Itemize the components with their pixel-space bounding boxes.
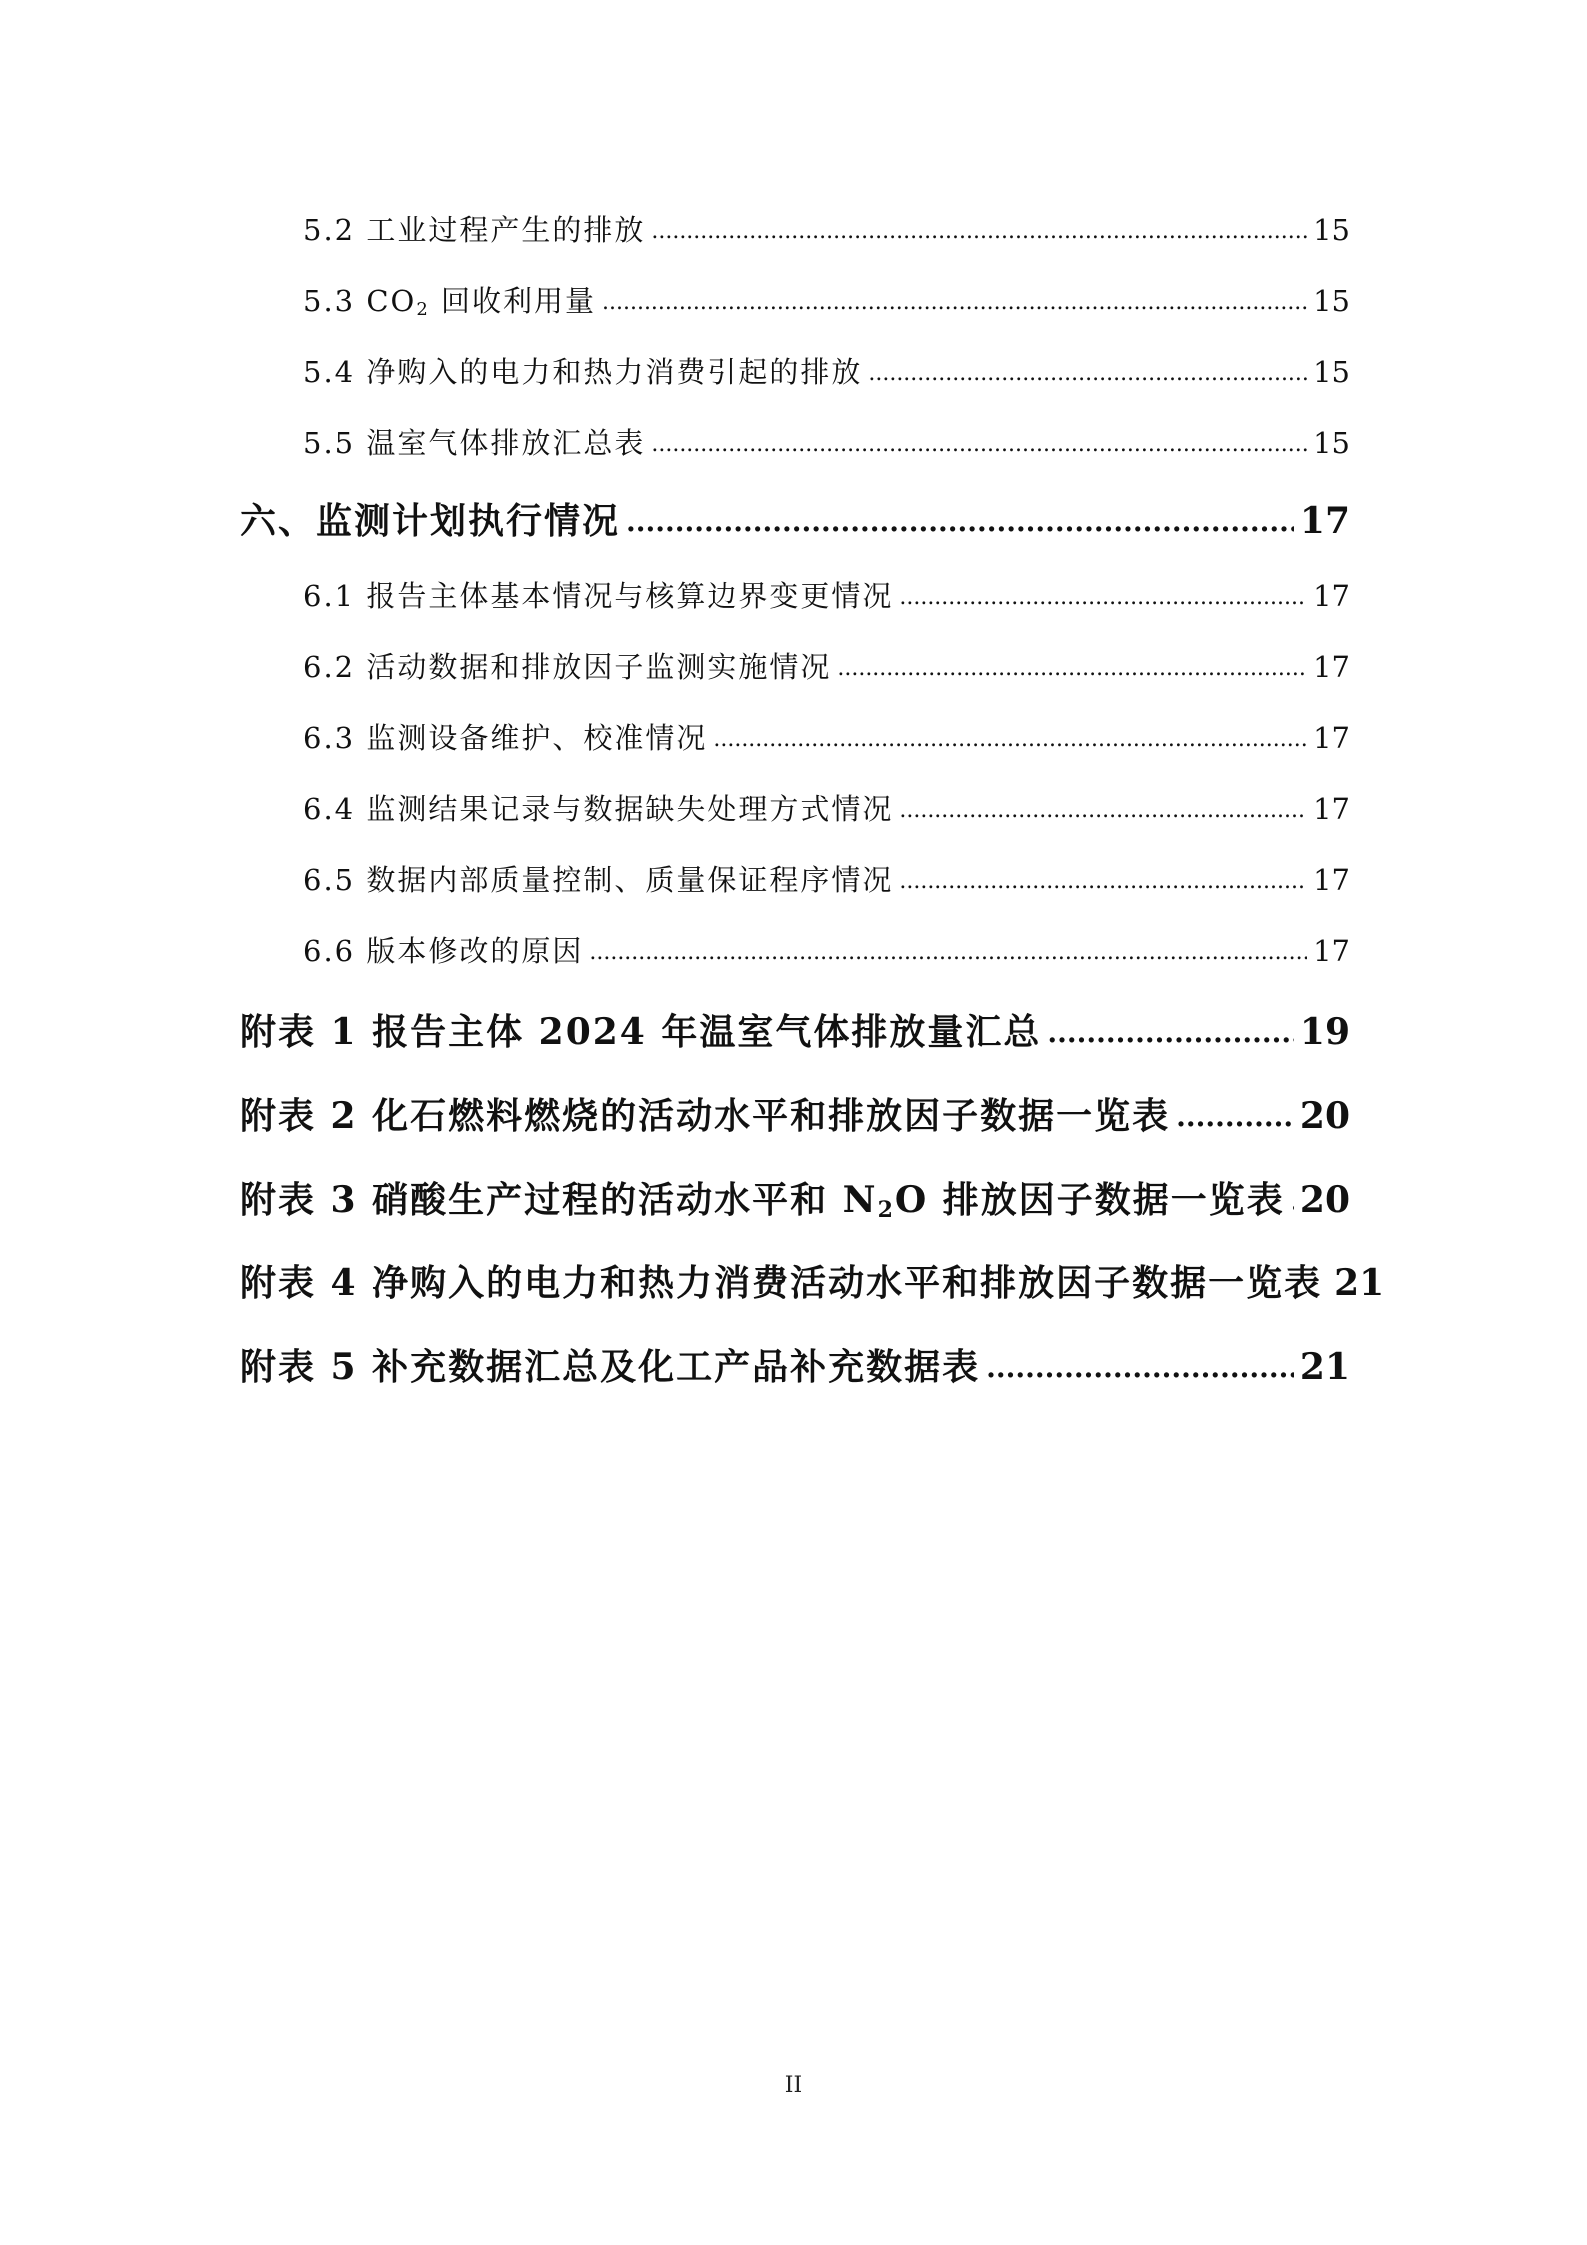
- toc-page-number: 17: [1299, 500, 1350, 542]
- toc-entry-appendix-5[interactable]: [240, 1339, 1350, 1390]
- toc-entry-label: 5.2 工业过程产生的排放: [303, 213, 646, 247]
- toc-entry-6-6[interactable]: [303, 929, 1350, 970]
- toc-leader-dots: [1291, 1184, 1294, 1217]
- toc-entry-6-4[interactable]: [303, 787, 1350, 828]
- toc-leader-dots: [899, 798, 1307, 823]
- toc-entry-6-2[interactable]: [303, 645, 1350, 686]
- toc-entry-appendix-1[interactable]: [240, 1004, 1350, 1055]
- toc-page-number: 20: [1299, 1179, 1350, 1221]
- toc-entry-label: 附表 5 补充数据汇总及化工产品补充数据表: [240, 1346, 981, 1388]
- toc-entry-label: 6.2 活动数据和排放因子监测实施情况: [303, 650, 832, 684]
- toc-page-number: 21: [1299, 1346, 1350, 1388]
- toc-entry-appendix-4[interactable]: [240, 1255, 1385, 1306]
- toc-entry-label: 5.4 净购入的电力和热力消费引起的排放: [303, 355, 863, 389]
- toc-entry-5-2[interactable]: [303, 208, 1350, 249]
- toc-page-number: 17: [1313, 792, 1350, 826]
- toc-page-number: 20: [1299, 1095, 1350, 1137]
- toc-page-number: 17: [1313, 934, 1350, 968]
- toc-leader-dots: [602, 290, 1307, 315]
- toc-leader-dots: [713, 727, 1307, 752]
- toc-entry-label: 6.5 数据内部质量控制、质量保证程序情况: [303, 863, 894, 897]
- toc-entry-label: 6.1 报告主体基本情况与核算边界变更情况: [303, 579, 894, 613]
- toc-entry-6-1[interactable]: [303, 574, 1350, 615]
- toc-leader-dots: [651, 219, 1307, 244]
- toc-page-number: 17: [1313, 579, 1350, 613]
- toc-entry-5-4[interactable]: [303, 350, 1350, 391]
- toc-page-number: 21: [1334, 1262, 1385, 1304]
- toc-entry-appendix-3[interactable]: [240, 1172, 1350, 1223]
- toc-entry-label: 附表 2 化石燃料燃烧的活动水平和排放因子数据一览表: [240, 1095, 1171, 1137]
- toc-page-number: 15: [1313, 355, 1350, 389]
- toc-page-number: 15: [1313, 426, 1350, 460]
- subscript: 2: [416, 299, 430, 320]
- toc-entry-label: 5.3 CO2 回收利用量: [303, 284, 596, 320]
- toc-leader-dots: [899, 869, 1307, 894]
- toc-entry-label: 附表 4 净购入的电力和热力消费活动水平和排放因子数据一览表: [240, 1262, 1323, 1304]
- toc-leader-dots: [1047, 1016, 1294, 1049]
- toc-page-number: 17: [1313, 721, 1350, 755]
- toc-page-number: 17: [1313, 650, 1350, 684]
- toc-leader-dots: [1176, 1100, 1294, 1133]
- toc-leader-dots: [986, 1351, 1294, 1384]
- toc-entry-label: 6.4 监测结果记录与数据缺失处理方式情况: [303, 792, 894, 826]
- toc-leader-dots: [837, 656, 1307, 681]
- toc-entry-label: 附表 1 报告主体 2024 年温室气体排放量汇总: [240, 1011, 1042, 1053]
- toc-page-number: 19: [1299, 1011, 1350, 1053]
- toc-entry-appendix-2[interactable]: [240, 1088, 1350, 1139]
- toc-leader-dots: [589, 940, 1307, 965]
- toc-entry-6-5[interactable]: [303, 858, 1350, 899]
- toc-entry-label: 附表 3 硝酸生产过程的活动水平和 N2O 排放因子数据一览表: [240, 1179, 1285, 1223]
- toc-entry-label: 5.5 温室气体排放汇总表: [303, 426, 646, 460]
- toc-entry-5-5[interactable]: [303, 421, 1350, 462]
- toc-page-number: 15: [1313, 284, 1350, 318]
- toc-entry-label: 6.6 版本修改的原因: [303, 934, 584, 968]
- toc-leader-dots: [651, 432, 1307, 457]
- toc-leader-dots: [626, 505, 1294, 538]
- subscript: 2: [877, 1197, 895, 1223]
- toc-page-number: 17: [1313, 863, 1350, 897]
- toc-entry-chapter-6[interactable]: [240, 493, 1350, 544]
- toc-entry-6-3[interactable]: [303, 716, 1350, 757]
- toc-leader-dots: [868, 361, 1307, 386]
- toc-entry-label: 6.3 监测设备维护、校准情况: [303, 721, 708, 755]
- page-number-footer: II: [784, 2073, 803, 2098]
- toc-entry-5-3[interactable]: [303, 279, 1350, 320]
- toc-leader-dots: [899, 585, 1307, 610]
- toc-page-number: 15: [1313, 213, 1350, 247]
- toc-entry-label: 六、监测计划执行情况: [240, 500, 621, 542]
